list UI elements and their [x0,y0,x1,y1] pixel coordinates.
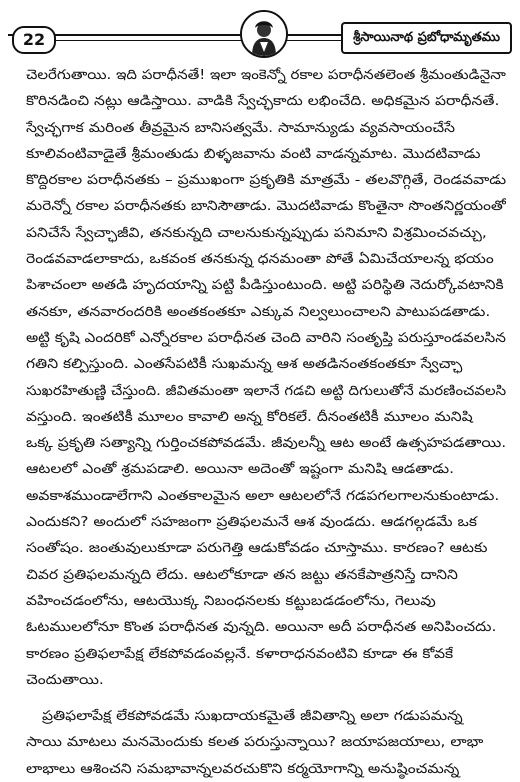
text-line: రెండవవాడలాకాదు, ఒకవంక తనకున్న ధనమంతా పోతే ఏమిచేయాలన్న భయం [26,251,494,268]
text-line: కారణం ప్రతిఫలాపేక్ష లేకపోవడంవల్లనే. కళారాధనవంటివి కూడా ఈ కోవకే [26,645,454,662]
text-line: కూలివంటివాడైతే శ్రీమంతుడు బిళ్ళజవాను వంటి వాడన్నమాట. మొదటివాడు [26,145,481,162]
text-line: ప్రతిఫలాపేక్ష లేకపోవడమే సుఖదాయకమైతే జీవితాన్ని అలా గడుపమన్న [42,708,463,725]
text-line: సాయి మాటలు మనమెందుకు కలత పరుస్తున్నాయి? జయాపజయాలు, లాభా [26,734,484,751]
book-title: శ్రీసాయినాథ ప్రబోధామృతము [341,22,512,54]
text-line: చివర ప్రతిఫలమన్నది లేదు. ఆటలోకూడా తన జట్టు తనకేపాత్రనిస్తే దానిని [26,566,458,583]
page-header [8,10,512,62]
text-line: వస్తుంది. ఇంతటికీ మూలం కావాలి అన్న కోరికలే. దీనంతటికీ మూలం మనిషి [26,408,473,425]
text-line: సుఖరహితుణ్ణి చేస్తుంది. జీవితమంతా ఇలానే గడచి అట్టి దిగులుతోనే మరణించవలసి [26,382,506,399]
text-line: చెందుతాయి. [26,671,104,688]
paragraph [26,703,506,782]
page-body [26,62,506,782]
text-line: పిశాచంలా అతడి హృదయాన్ని పట్టి పీడిస్తుంటుంది. అట్టి పరిస్థితి నెదుర్కోవటానికి [26,277,504,294]
text-line: పనిచేసే స్వేచ్ఛాజీవి, తనకున్నది చాలనుకున్నప్పుడు పనిమాని విశ్రమించవచ్చు, [26,224,487,241]
text-line: స్వేచ్ఛగాక మరింత తీవ్రమైన బానిసత్వమే. సామాన్యుడు వ్యవసాయంచేసే [26,119,456,136]
text-line: ఆటలలో ఎంతో శ్రమపడాలి. అయినా అదెంతో ఇష్టంగా మనిషి ఆడతాడు. [26,461,455,478]
text-line: గతిని కల్పిస్తుంది. ఎంతసేపటికీ సుఖమన్న ఆశ అతడినంతకంతకూ స్వేచ్ఛా [26,356,463,373]
text-line: మరెన్నో రకాల పరాధీనతకు బానిసౌతాడు. మొదటివాడు కొంతైనా సొంతనిర్ణయంతో [26,198,506,215]
paragraph-gap [26,693,506,703]
text-line: లాభాలు ఆశించని సమభావాన్నలవరచుకొని కర్మయోగాన్ని అనుష్ఠించమన్న [26,760,460,777]
text-line: కొద్దిరకాల పరాధీనతకు – ప్రముఖంగా ప్రకృతికి మాత్రమే - తలవొగ్గితే, రెండవవాడు [26,172,506,189]
text-line: అట్టి కృషి ఎందరికో ఎన్నోరకాల పరాధీనత చెంది వారిని సంతృప్తి పరుస్తూండవలసిన [26,329,506,346]
paragraph [26,62,506,693]
text-line: తనకూ, తనవారందరికి అంతకంతకూ ఎక్కువ నిల్వలుంచాలని పాటుపడతాడు. [26,303,491,320]
portrait-emblem-icon [240,10,288,58]
text-line: ఎందుకని? అందులో సహజంగా ప్రతిఫలమనే ఆశ వుండదు. ఆడగల్గడమే ఒక [26,514,477,531]
text-line: ఒక్క ప్రకృతి సత్యాన్ని గుర్తించకపోవడమే. జీవులన్నీ ఆట అంటే ఉత్సహపడతాయి. [26,435,506,452]
text-line: సంతోషం. జంతువులుకూడా పరుగెత్తి ఆడుకోవడం చూస్తాము. కారణం? ఆటకు [26,540,488,557]
text-line: ఓటములలోనూ కొంత పరాధీనత వున్నది. అయినా అదీ పరాధీనత అనిపించదు. [26,619,497,636]
text-line: చెలరేగుతాయి. ఇది పరాధీనతే! ఇలా ఇంకెన్నో రకాల పరాధీనతలెంత శ్రీమంతుడినైనా [26,67,506,83]
text-line: వహించడంలోను, ఆటయొక్క నిబంధనలకు కట్టుబడడంలోను, గెలువు [26,592,436,609]
text-line: కొరినడించి నట్లు ఆడిస్తాయి. వాడికి స్వేచ్ఛకాదు లభించేది. అధికమైన పరాధీనతే. [26,93,500,110]
page-number: 22 [12,26,56,54]
text-line: అవకాశముండాలేగాని ఎంతకాలమైన అలా ఆటలలోనే గడపగలగాలనుకుంటాడు. [26,487,500,504]
